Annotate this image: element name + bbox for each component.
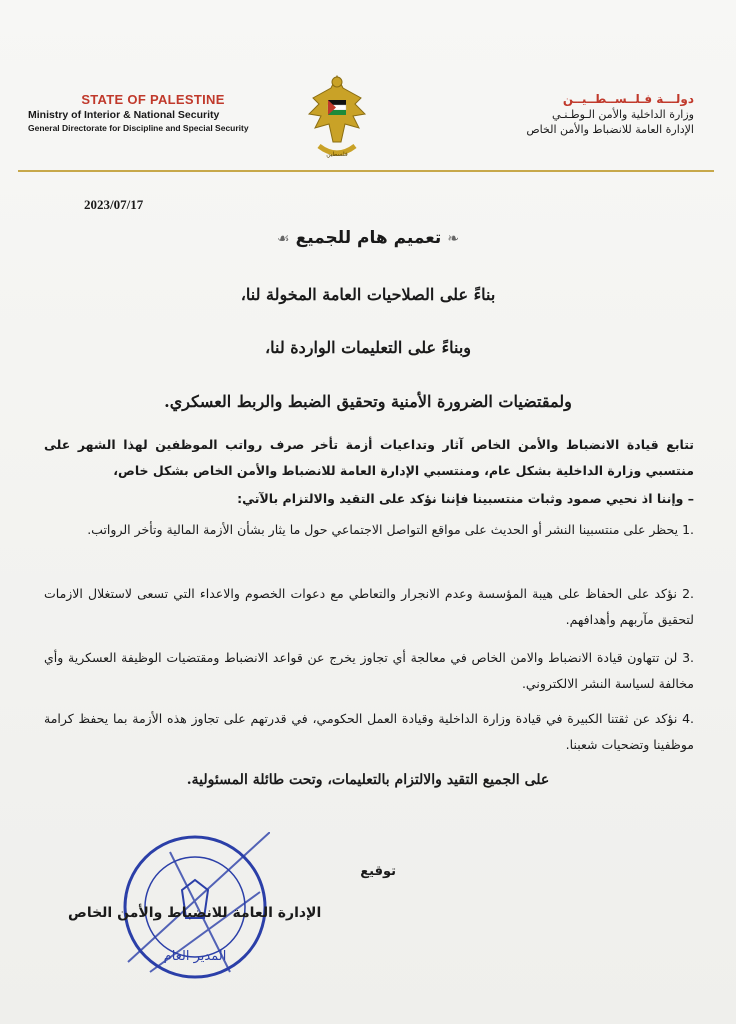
arabic-letterhead <box>434 92 694 136</box>
stamp-bottom-text: المدير العام <box>163 949 227 964</box>
signature-label: توقيع <box>360 864 396 879</box>
state-title-ar: دولـــة فـلــســطــيــن <box>562 92 694 106</box>
preamble-line-3: ولمقتضيات الضرورة الأمنية وتحقيق الضبط والربط العسكري. <box>164 392 572 411</box>
directorate-name-en: General Directorate for Discipline and Special Security <box>28 123 249 133</box>
point-2: .2 نؤكد على الحفاظ على هيبة المؤسسة وعدم الانجرار والتعاطي مع دعوات الخصوم والاعداء التي تسعى لاستغلال الازمات لتحقيق مآربهم وأهدافهم. <box>44 586 694 627</box>
point-4: .4 نؤكد عن ثقتنا الكبيرة في قيادة وزارة الداخلية وقيادة العمل الحكومي، في قدرتهم على تجاوز هذه الأزمة بما يحفظ كرامة موظفينا وتضحيات شعبنا. <box>44 711 694 752</box>
header-divider <box>18 170 714 172</box>
circular-title: تعميم هام للجميع <box>295 228 442 248</box>
point-3: .3 لن تتهاون قيادة الانضباط والامن الخاص في معالجة أي تجاوز يخرج عن قواعد الانضباط ومقتضيات الوظيفة العسكرية وأي مخالفة لسياسة النشر الالكتروني. <box>44 650 694 691</box>
closing-statement: على الجميع التقيد والالتزام بالتعليمات، وتحت طائلة المسئولية. <box>186 772 550 788</box>
point-1: .1 يحظر على منتسبينا النشر أو الحديث على مواقع التواصل الاجتماعي حول ما يثار بشأن الأزمة المالية وتأخر الرواتب. <box>87 522 694 537</box>
emblem-label: فلسطين <box>326 151 348 158</box>
state-title-en: STATE OF PALESTINE <box>81 92 225 107</box>
palestine-eagle-emblem-icon <box>305 68 369 166</box>
ornament-icon: ❧ <box>447 231 459 247</box>
directorate-name-ar: الإدارة العامة للانضباط والأمن الخاص <box>526 123 694 136</box>
ministry-name-en: Ministry of Interior & National Security <box>28 109 220 121</box>
circular-title-row <box>0 228 736 248</box>
ministry-name-ar: وزارة الداخلية والأمن الـوطـنـي <box>551 108 694 121</box>
preamble-line-2: وبناءً على التعليمات الواردة لنا، <box>264 338 472 357</box>
intro-pledge: – وإننا اذ نحيي صمود وثبات منتسبينا فإننا نؤكد على التقيد والالتزام بالآتي: <box>237 491 694 506</box>
preamble-line-1: بناءً على الصلاحيات العامة المخولة لنا، <box>240 285 496 304</box>
english-letterhead <box>28 92 278 133</box>
ornament-icon: ☙ <box>277 231 290 247</box>
signature-department: الإدارة العامة للانضباط والأمن الخاص <box>68 905 322 921</box>
intro-paragraph: تتابع قيادة الانضباط والأمن الخاص آثار وتداعيات أزمة تأخر صرف رواتب الموظفين لهذا الشهر على منتسبي وزارة الداخلية بشكل عام، ومنتسبي الإدارة العامة للانضباط والأمن الخاص بشكل خاص، <box>44 437 694 478</box>
document-date: 2023/07/17 <box>84 197 144 212</box>
